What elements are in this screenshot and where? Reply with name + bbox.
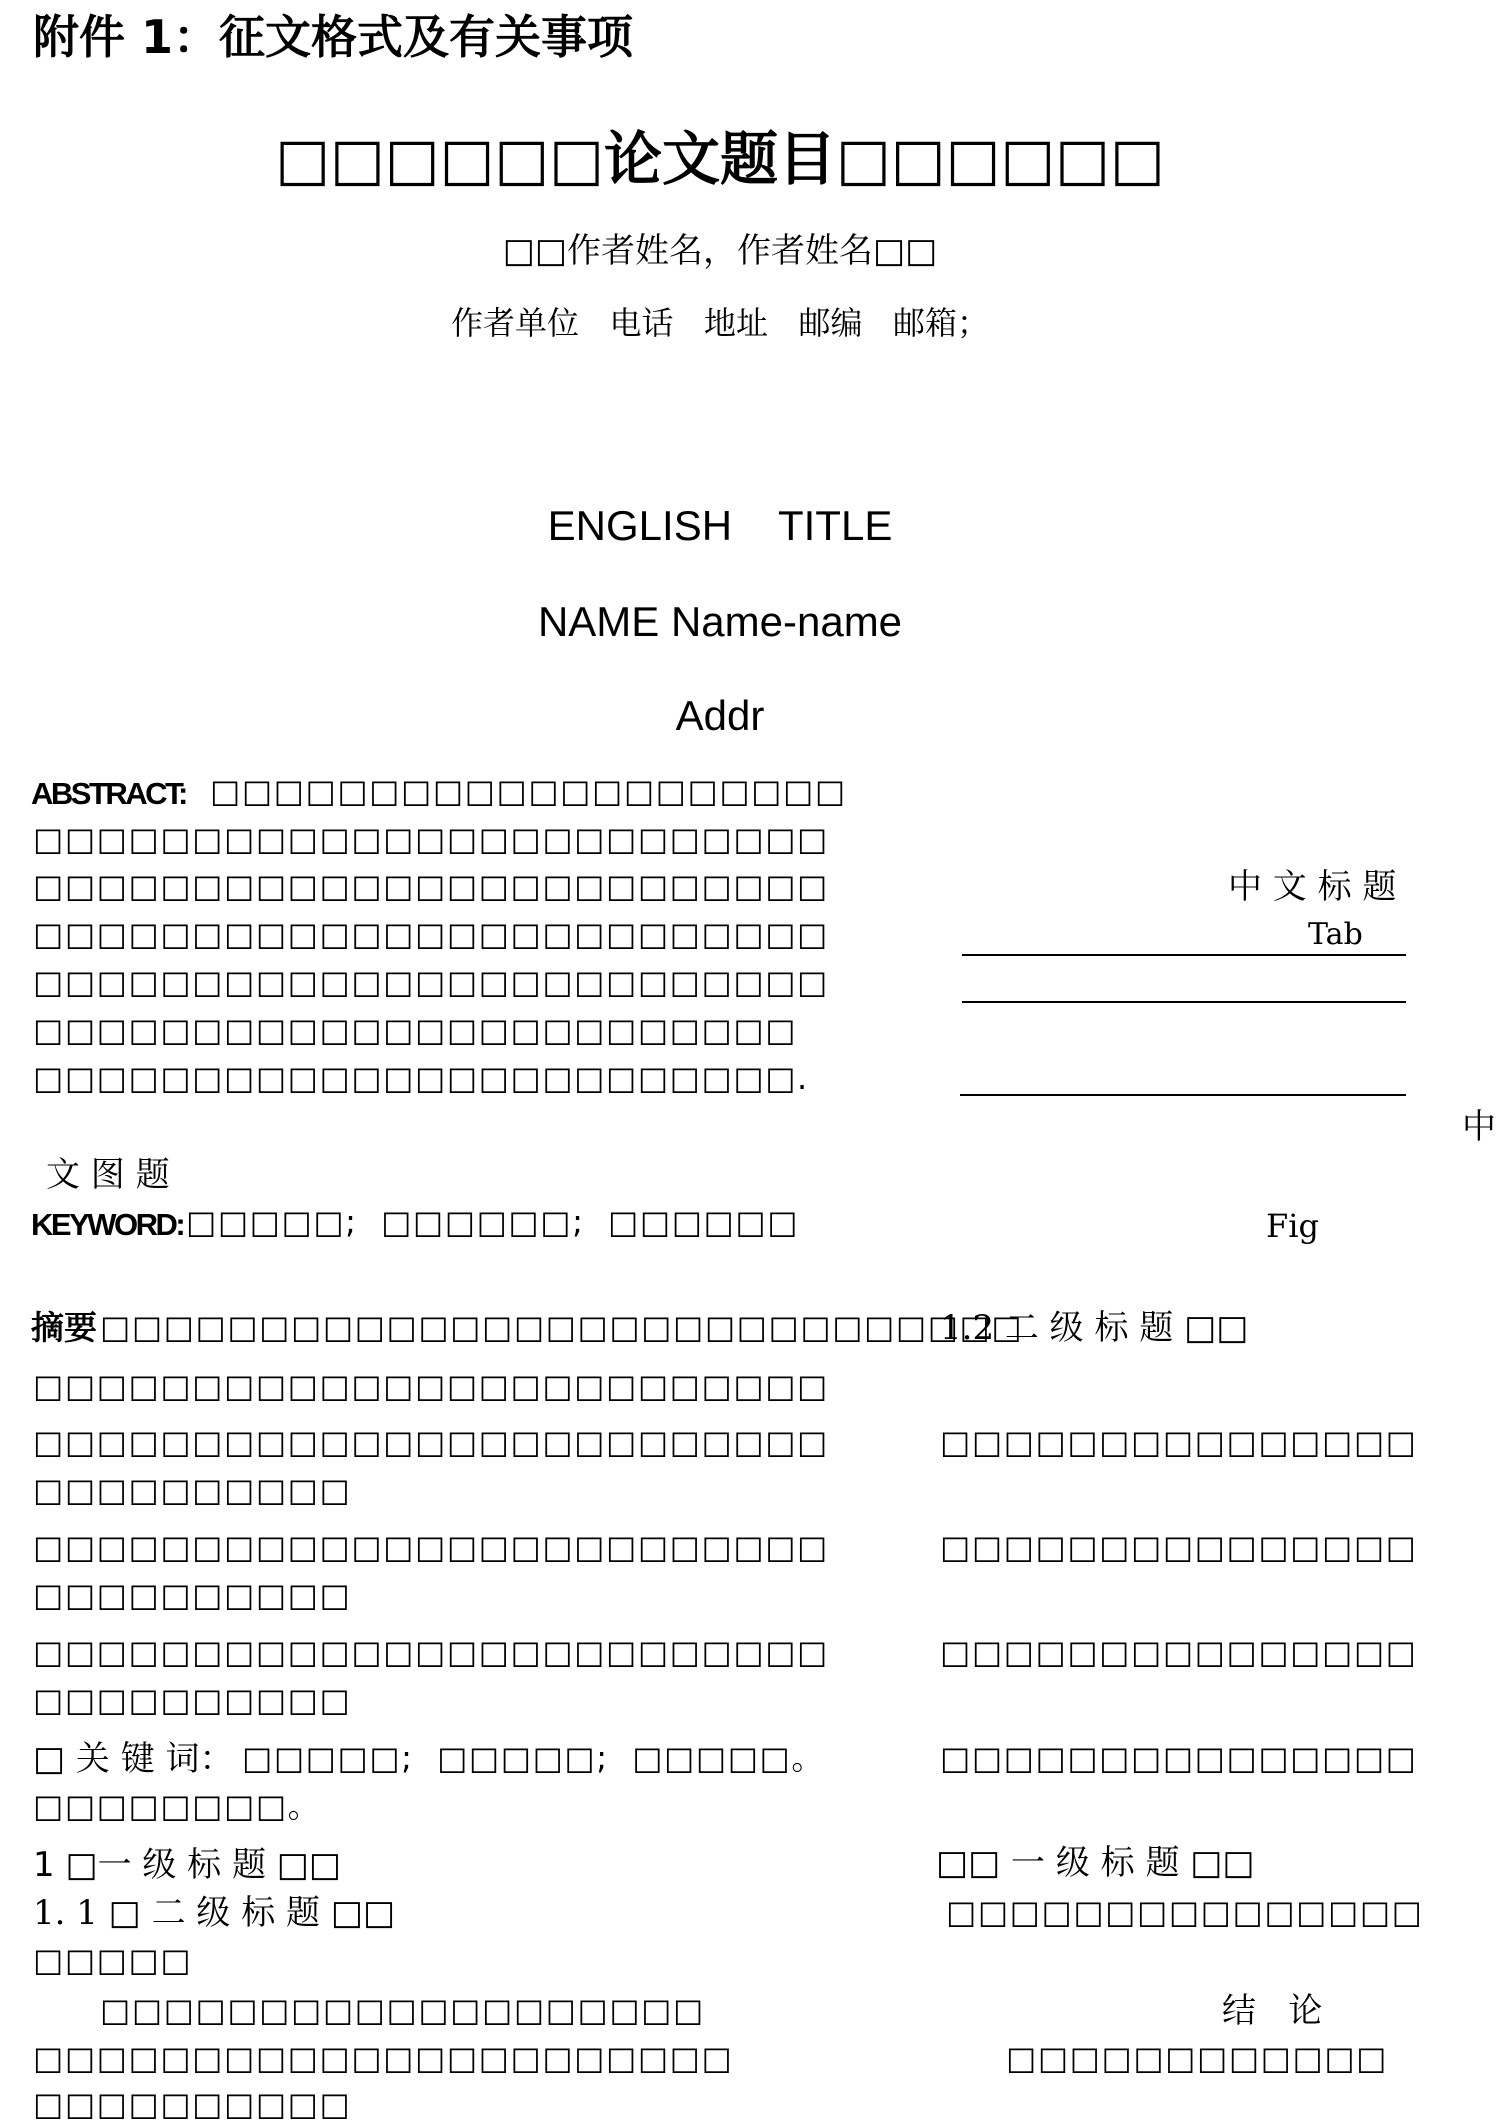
abstract-en-label: ABSTRACT: xyxy=(31,776,186,811)
right-section-line: □□□□□□□□□□□□□□□ xyxy=(940,1528,1418,1566)
right-section-h1: □□ 一 级 标 题 □□ xyxy=(936,1843,1255,1883)
affiliation-line: 作者单位 电话 地址 邮编 邮箱； xyxy=(450,304,990,342)
abstract-cn-para-line: □□□□□□□□□□ xyxy=(33,1681,352,1719)
abstract-en-line: □□□□□□□□□□□□□□□□□□□□□□□□□ xyxy=(33,963,829,1001)
abstract-cn-label: 摘要 xyxy=(31,1308,97,1347)
authors-line: □□作者姓名，作者姓名□□ xyxy=(502,231,938,271)
abstract-en-line: □□□□□□□□□□□□□□□□□□□□□□□□. xyxy=(33,1059,809,1097)
figure-fig-label: Fig xyxy=(1266,1207,1319,1245)
left-section-paragraph: □□□□□□□□□□□□□□□□□□□ xyxy=(100,1991,705,2029)
abstract-en-line: □□□□□□□□□□□□□□□□□□□□□□□□ xyxy=(33,1011,798,1049)
conclusion-line: □□□□□□□□□□□□ xyxy=(1006,2039,1389,2077)
abstract-en-line: □□□□□□□□□□□□□□□□□□□□□□□□□ xyxy=(33,867,829,905)
left-section-paragraph: □□□□□□□□□□ xyxy=(33,2085,352,2123)
table-mid-rule xyxy=(962,1001,1406,1003)
abstract-cn-line: □□□□□□□□□□□□□□□□□□□□□□□□□ xyxy=(33,1367,829,1405)
table-cn-caption: 中 文 标 题 xyxy=(1228,867,1397,907)
left-section-h1: 1 □一 级 标 题 □□ xyxy=(33,1845,342,1885)
keyword-en-label: KEYWORD: xyxy=(31,1207,184,1242)
keywords-cn-cont: □□□□□□□□。 xyxy=(33,1787,322,1825)
keywords-cn-prefix: □ 关 键 词： xyxy=(33,1739,234,1779)
right-section-h1-line: □□□□□□□□□□□□□□□ xyxy=(946,1893,1424,1931)
abstract-cn-para-line: □□□□□□□□□□□□□□□□□□□□□□□□□ xyxy=(33,1528,829,1566)
cn-paper-title: □□□□□□论文题目□□□□□□ xyxy=(275,125,1165,193)
english-addr: Addr xyxy=(675,692,765,739)
table-bottom-rule xyxy=(960,1094,1406,1096)
left-section-paragraph: □□□□□□□□□□□□□□□□□□□□□□ xyxy=(33,2039,734,2077)
left-section-h2: 1. 1 □ 二 级 标 题 □□ xyxy=(33,1893,396,1933)
right-section-h2: 1.2 二 级 标 题 □□ xyxy=(940,1308,1249,1348)
abstract-en-first-line: □□□□□□□□□□□□□□□□□□□□ xyxy=(210,772,847,810)
abstract-cn-para-line: □□□□□□□□□□ xyxy=(33,1576,352,1614)
abstract-en-line: □□□□□□□□□□□□□□□□□□□□□□□□□ xyxy=(33,820,829,858)
attachment-label: 附件 1：征文格式及有关事项 xyxy=(33,10,634,64)
table-tab-label: Tab xyxy=(1308,917,1363,952)
figure-cn-caption-part1: 中 xyxy=(1462,1107,1496,1147)
right-section-line: □□□□□□□□□□□□□□□ xyxy=(940,1739,1418,1777)
abstract-cn-para-line: □□□□□□□□□□□□□□□□□□□□□□□□□ xyxy=(33,1633,829,1671)
keywords-cn-value: □□□□□; □□□□□; □□□□□。 xyxy=(242,1739,825,1777)
figure-cn-caption-part2: 文 图 题 xyxy=(46,1155,170,1195)
english-title: ENGLISH TITLE xyxy=(547,502,893,549)
right-section-line: □□□□□□□□□□□□□□□ xyxy=(940,1423,1418,1461)
right-section-line: □□□□□□□□□□□□□□□ xyxy=(940,1633,1418,1671)
abstract-cn-para-line: □□□□□□□□□□□□□□□□□□□□□□□□□ xyxy=(33,1423,829,1461)
abstract-cn-first-line: □□□□□□□□□□□□□□□□□□□□□□□□□□□□□ xyxy=(100,1308,1024,1346)
keyword-en-value: □□□□□; □□□□□□; □□□□□□ xyxy=(186,1203,800,1241)
abstract-en-line: □□□□□□□□□□□□□□□□□□□□□□□□□ xyxy=(33,915,829,953)
left-section-h2-cont: □□□□□ xyxy=(33,1941,193,1979)
table-top-rule xyxy=(962,954,1406,956)
conclusion-heading: 结 论 xyxy=(1222,1991,1323,2031)
english-name: NAME Name-name xyxy=(537,598,903,645)
abstract-cn-para-line: □□□□□□□□□□ xyxy=(33,1471,352,1509)
